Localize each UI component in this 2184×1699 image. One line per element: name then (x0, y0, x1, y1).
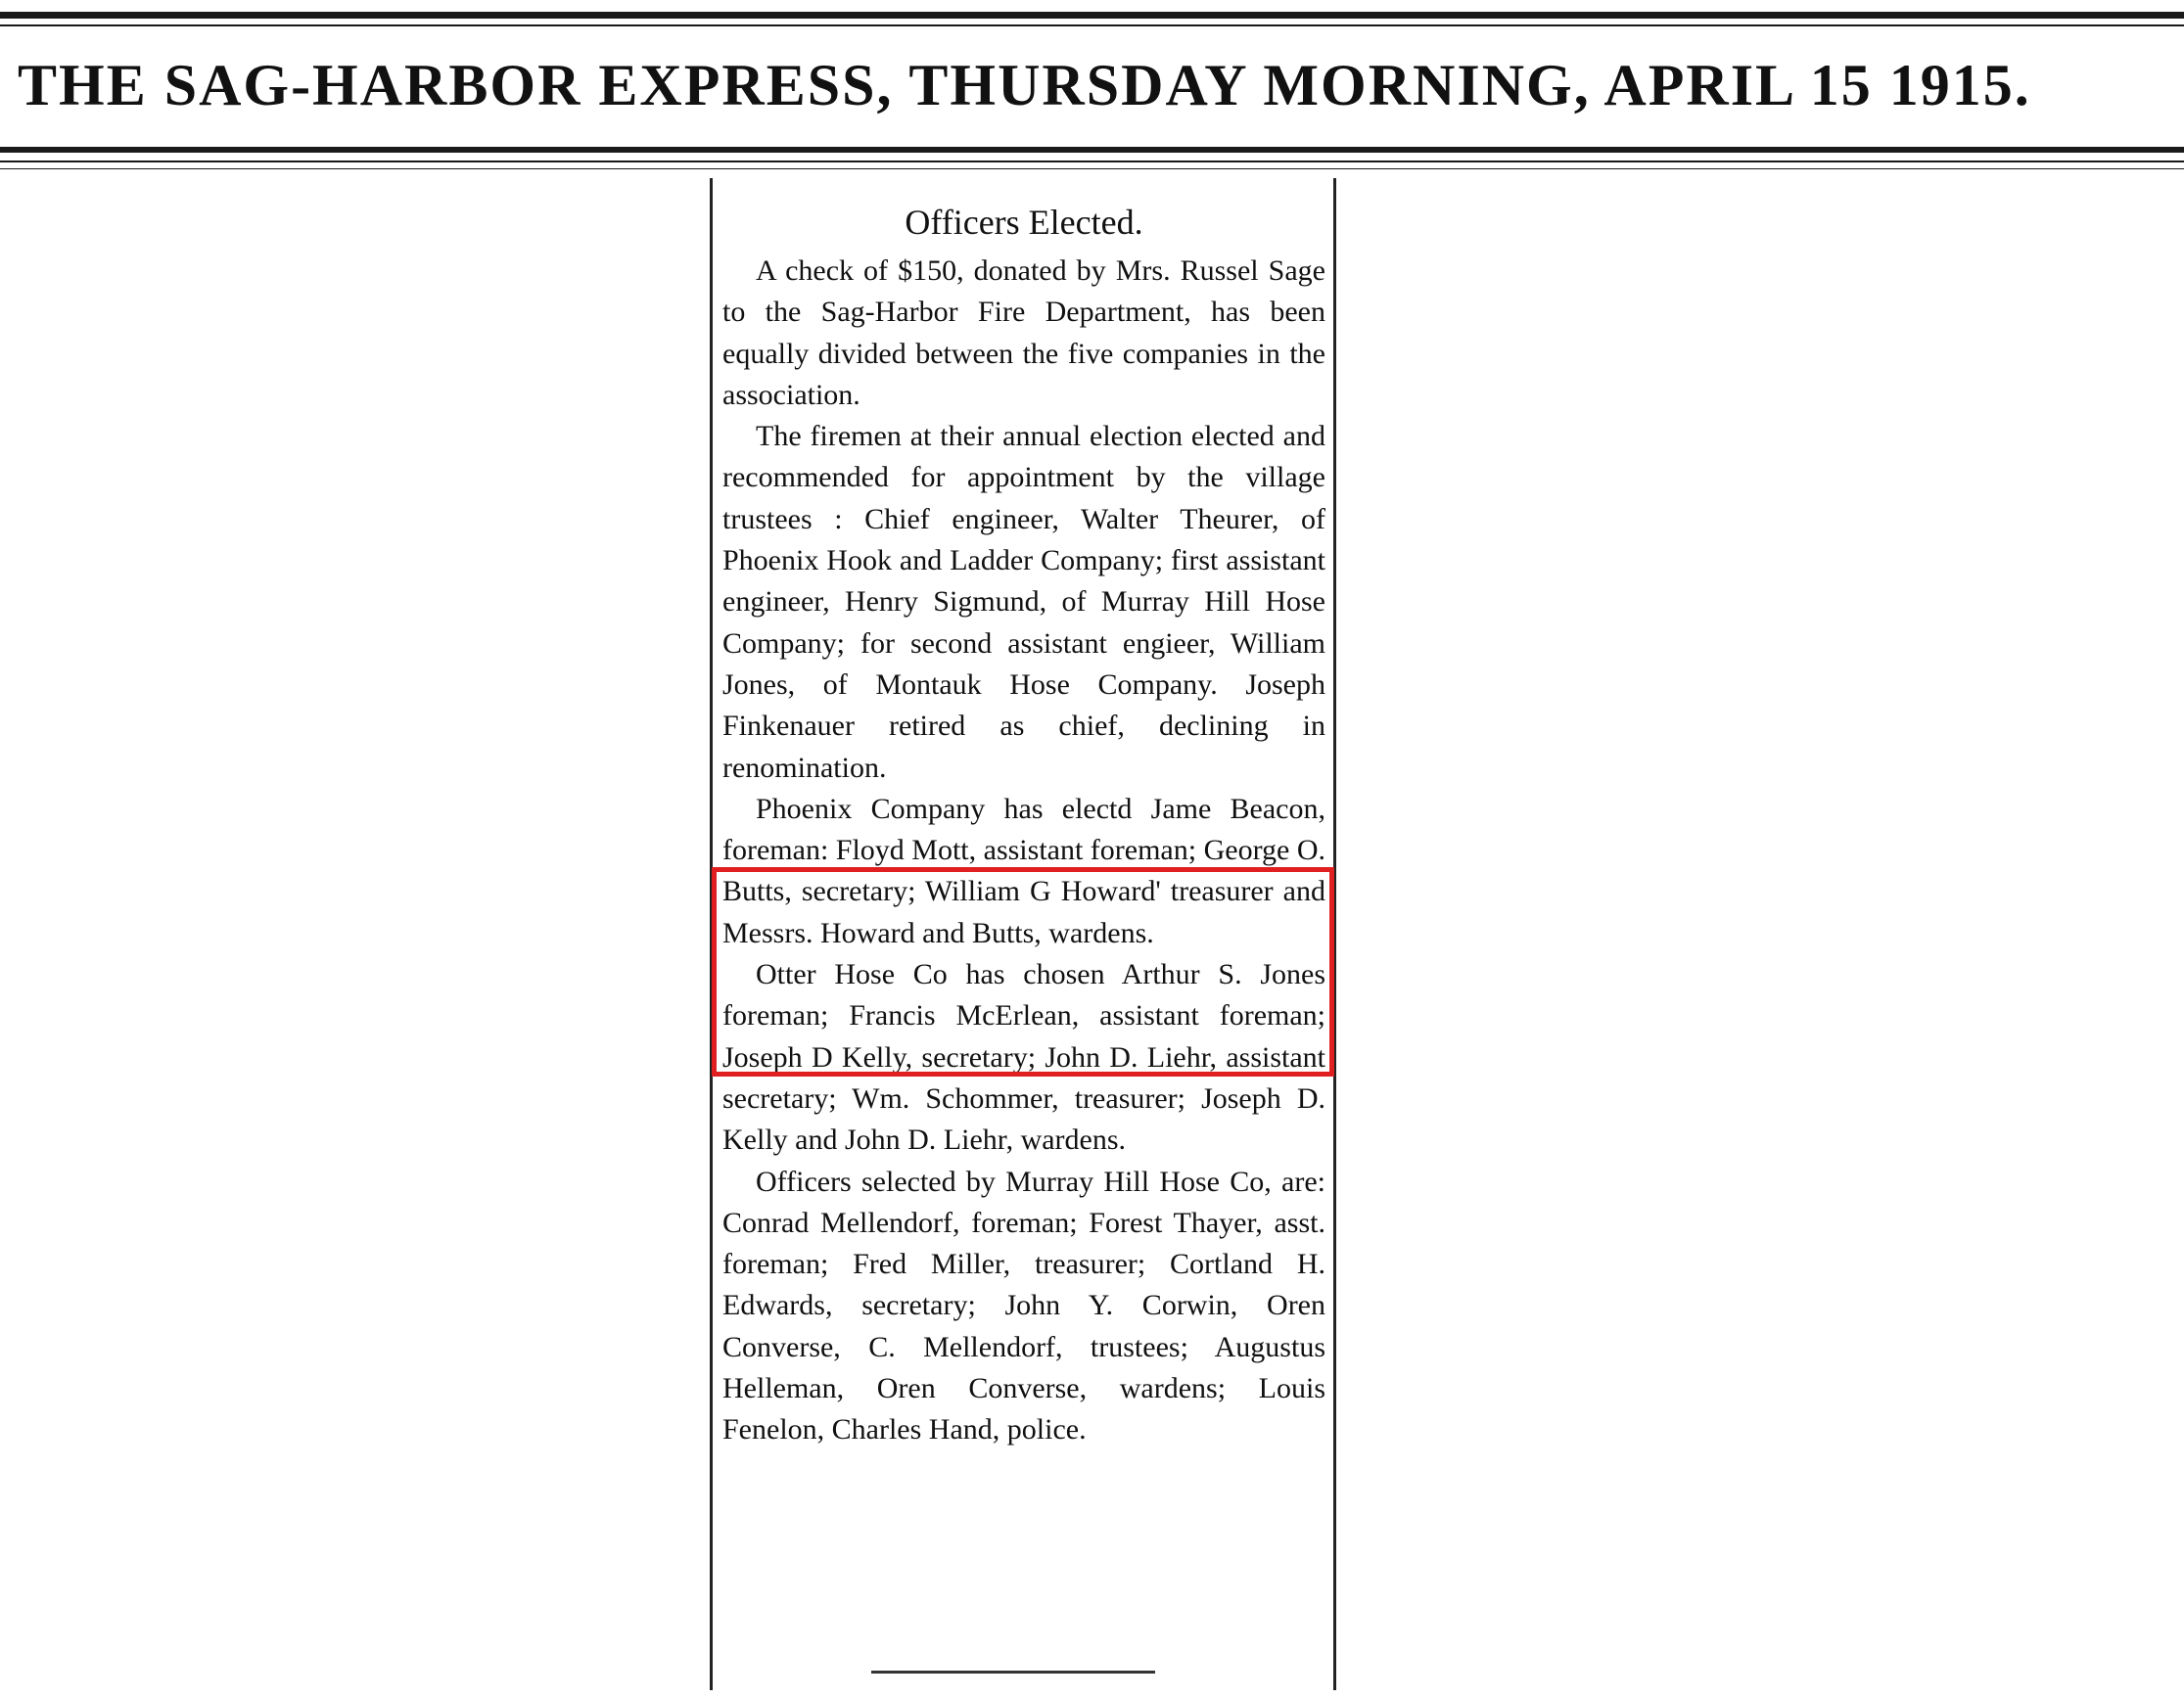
article-paragraph-murray-hill: Officers selected by Murray Hill Hose Co, are: Conrad Mellendorf, foreman; Forest Thayer, asst. foreman; Fred Miller, treasurer; Cortland H. Edwards, secretary; John Y. Corwin, Oren Converse, C. Mellendorf, trustees; Augustus Helleman, Oren Converse, wardens; Louis Fenelon, Charles Hand, police. (722, 1165, 1325, 1446)
article-paragraph-otter-hose: Otter Hose Co has chosen Arthur S. Jones foreman; Francis McErlean, assistant foreman; Joseph D Kelly, secretary; John D. Liehr, assistant secretary; Wm. Schommer, treasurer; Joseph D. Kelly and John D. Liehr, wardens. (722, 958, 1325, 1157)
article-end-rule (871, 1671, 1155, 1674)
article-paragraph-phoenix: Phoenix Company has electd Jame Beacon, foreman: Floyd Mott, assistant foreman; George O. Butts, secretary; William G Howard' treasurer and Messrs. Howard and Butts, wardens. (722, 792, 1325, 949)
masthead-rule-thin (0, 161, 2184, 162)
newspaper-masthead: THE SAG-HARBOR EXPRESS, THURSDAY MORNING, APRIL 15 1915. (18, 53, 2031, 117)
article-column (722, 196, 1325, 1451)
article-paragraph-election: The firemen at their annual election elected and recommended for appointment by the village trustees : Chief engineer, Walter Theurer, of Phoenix Hook and Ladder Company; first assistant engineer, Henry Sigmund, of Murray Hill Hose Company; for second assistant engieer, William Jones, of Montauk Hose Company. Joseph Finkenauer retired as chief, declining in renomination. (722, 420, 1325, 784)
article-headline: Officers Elected. (905, 203, 1143, 242)
masthead-rule-thick (0, 147, 2184, 153)
top-rule-thick (0, 12, 2184, 19)
masthead-rule-hair (0, 168, 2184, 169)
article-paragraph-donation: A check of $150, donated by Mrs. Russel Sage to the Sag-Harbor Fire Department, has been equally divided between the five companies in the association. (722, 254, 1325, 411)
highlight-box (712, 867, 1334, 1077)
top-rule-thin (0, 24, 2184, 26)
